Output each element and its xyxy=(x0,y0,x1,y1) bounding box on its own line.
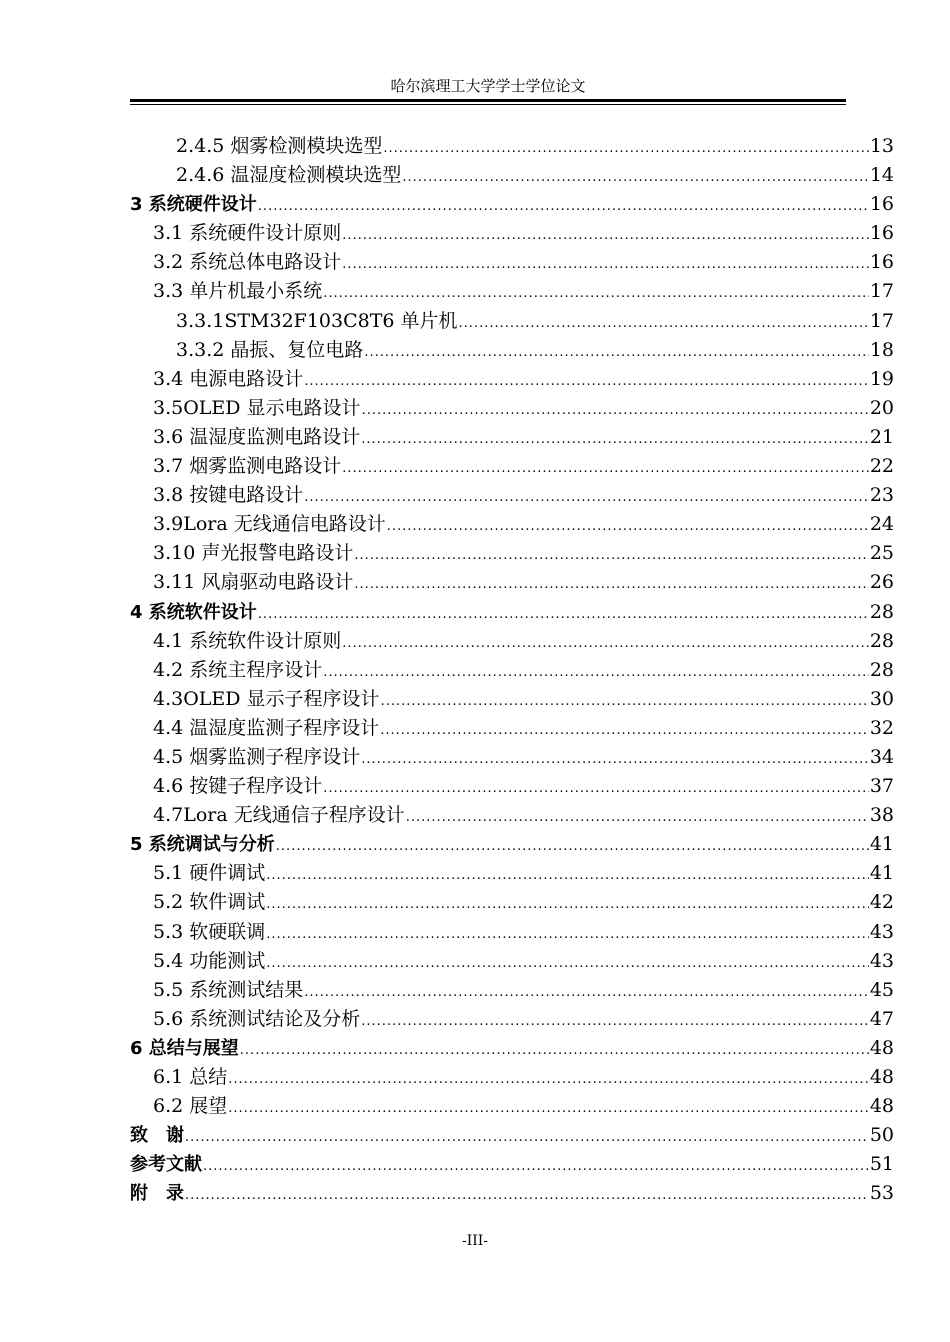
toc-entry-label: 4.5 烟雾监测子程序设计 xyxy=(153,745,361,768)
toc-entry-label: 致 谢 xyxy=(130,1125,184,1147)
toc-dot-leader xyxy=(266,890,869,917)
toc-entry-page: 28 xyxy=(869,600,894,623)
toc-entry[interactable] xyxy=(130,1150,894,1179)
toc-entry-page: 41 xyxy=(869,862,894,885)
toc-entry-page: 18 xyxy=(869,338,894,361)
toc-entry-page: 53 xyxy=(869,1182,894,1205)
toc-dot-leader xyxy=(342,454,869,481)
toc-dot-leader xyxy=(354,570,868,597)
toc-dot-leader xyxy=(361,425,869,452)
toc-entry-page: 32 xyxy=(869,716,894,739)
toc-dot-leader xyxy=(362,396,869,423)
toc-dot-leader xyxy=(258,600,869,627)
toc-dot-leader xyxy=(354,541,868,568)
toc-entry[interactable] xyxy=(130,365,894,394)
toc-entry-label: 3.10 声光报警电路设计 xyxy=(153,542,354,565)
toc-dot-leader xyxy=(185,1123,869,1150)
toc-entry-page: 26 xyxy=(869,571,894,594)
toc-entry[interactable] xyxy=(130,918,894,947)
toc-entry-page: 34 xyxy=(869,745,894,768)
toc-dot-leader xyxy=(383,134,868,161)
toc-entry-label: 5.1 硬件调试 xyxy=(153,862,266,885)
toc-entry-page: 30 xyxy=(869,687,894,710)
toc-dot-leader xyxy=(258,192,869,219)
toc-entry[interactable] xyxy=(130,248,894,277)
toc-entry-page: 16 xyxy=(869,222,894,245)
toc-entry[interactable] xyxy=(130,219,894,248)
toc-entry[interactable] xyxy=(130,1179,894,1208)
toc-entry-page: 43 xyxy=(869,949,894,972)
toc-entry-page: 20 xyxy=(869,396,894,419)
toc-entry[interactable] xyxy=(130,830,894,859)
toc-dot-leader xyxy=(304,978,869,1005)
toc-entry[interactable] xyxy=(130,132,894,161)
toc-entry-label: 4.4 温湿度监测子程序设计 xyxy=(153,716,380,739)
toc-entry-page: 43 xyxy=(869,920,894,943)
toc-entry-page: 16 xyxy=(869,193,894,216)
header-rule-thin xyxy=(130,104,846,105)
toc-entry-label: 5.6 系统测试结论及分析 xyxy=(153,1007,361,1030)
toc-dot-leader xyxy=(459,309,869,336)
toc-entry-label: 6.2 展望 xyxy=(153,1095,228,1118)
page-number: -III- xyxy=(461,1233,489,1249)
toc-entry-page: 22 xyxy=(869,455,894,478)
toc-dot-leader xyxy=(380,716,869,743)
toc-entry-label: 3.2 系统总体电路设计 xyxy=(153,251,342,274)
toc-dot-leader xyxy=(323,279,869,306)
toc-dot-leader xyxy=(266,920,869,947)
toc-dot-leader xyxy=(406,803,869,830)
toc-entry[interactable] xyxy=(130,888,894,917)
toc-entry-label: 参考文献 xyxy=(130,1154,202,1176)
toc-entry-page: 24 xyxy=(869,513,894,536)
toc-entry-page: 28 xyxy=(869,658,894,681)
toc-entry-label: 4.3OLED 显示子程序设计 xyxy=(153,687,380,710)
toc-entry-label: 4.6 按键子程序设计 xyxy=(153,775,323,798)
toc-entry-label: 3.8 按键电路设计 xyxy=(153,484,304,507)
toc-entry-page: 23 xyxy=(869,484,894,507)
toc-entry-label: 6.1 总结 xyxy=(153,1066,228,1088)
toc-entry[interactable] xyxy=(130,685,894,714)
toc-entry-label: 3.1 系统硬件设计原则 xyxy=(153,222,342,245)
toc-entry-label: 3.3 单片机最小系统 xyxy=(153,280,323,303)
toc-dot-leader xyxy=(323,774,869,801)
toc-entry-page: 17 xyxy=(869,309,894,332)
toc-dot-leader xyxy=(228,1094,869,1121)
toc-dot-leader xyxy=(203,1152,869,1179)
toc-entry[interactable] xyxy=(130,277,894,306)
toc-entry-page: 45 xyxy=(869,978,894,1001)
toc-dot-leader xyxy=(304,483,869,510)
toc-entry-label: 附 录 xyxy=(130,1183,184,1205)
toc-entry-page: 28 xyxy=(869,629,894,652)
toc-entry[interactable] xyxy=(130,423,894,452)
toc-entry[interactable] xyxy=(130,627,894,656)
toc-entry[interactable] xyxy=(130,1063,894,1092)
toc-entry-page: 19 xyxy=(869,367,894,390)
toc-entry[interactable] xyxy=(130,336,894,365)
toc-entry[interactable] xyxy=(130,743,894,772)
toc-dot-leader xyxy=(228,1065,869,1092)
toc-dot-leader xyxy=(361,1007,869,1034)
toc-entry-page: 13 xyxy=(869,135,894,157)
toc-entry-label: 3.4 电源电路设计 xyxy=(153,367,304,390)
toc-entry-page: 37 xyxy=(869,775,894,798)
toc-entry[interactable] xyxy=(130,1092,894,1121)
toc-dot-leader xyxy=(342,250,869,277)
toc-entry-page: 51 xyxy=(869,1153,894,1176)
toc-dot-leader xyxy=(304,367,869,394)
toc-dot-leader xyxy=(266,861,869,888)
toc-entry-page: 41 xyxy=(869,833,894,856)
toc-dot-leader xyxy=(361,745,869,772)
toc-entry-label: 3.3.2 晶振、复位电路 xyxy=(176,338,364,361)
toc-entry[interactable] xyxy=(130,190,894,219)
toc-entry[interactable] xyxy=(130,1034,894,1063)
toc-entry-label: 3.11 风扇驱动电路设计 xyxy=(153,571,354,594)
table-of-contents xyxy=(130,132,894,1208)
toc-entry[interactable] xyxy=(130,452,894,481)
running-header: 哈尔滨理工大学学士学位论文 xyxy=(390,77,586,95)
toc-entry-page: 17 xyxy=(869,280,894,303)
toc-entry[interactable] xyxy=(130,714,894,743)
header-rule-thick xyxy=(130,99,846,102)
toc-entry-label: 4 系统软件设计 xyxy=(130,601,257,623)
toc-entry[interactable] xyxy=(130,859,894,888)
toc-entry-label: 2.4.6 温湿度检测模块选型 xyxy=(176,164,402,187)
toc-entry-page: 48 xyxy=(869,1095,894,1118)
toc-entry-page: 50 xyxy=(869,1124,894,1147)
toc-entry-label: 3.9Lora 无线通信电路设计 xyxy=(153,513,386,536)
toc-dot-leader xyxy=(381,687,869,714)
toc-entry-label: 5.3 软硬联调 xyxy=(153,920,266,943)
toc-entry[interactable] xyxy=(130,1121,894,1150)
toc-entry-page: 38 xyxy=(869,804,894,827)
toc-entry-label: 5.2 软件调试 xyxy=(153,891,266,914)
toc-entry-page: 48 xyxy=(869,1036,894,1059)
toc-entry[interactable] xyxy=(130,947,894,976)
toc-entry[interactable] xyxy=(130,772,894,801)
toc-entry[interactable] xyxy=(130,976,894,1005)
toc-entry-label: 3 系统硬件设计 xyxy=(130,194,257,216)
toc-entry-label: 3.7 烟雾监测电路设计 xyxy=(153,455,342,478)
toc-entry-label: 4.1 系统软件设计原则 xyxy=(153,629,342,652)
toc-entry[interactable] xyxy=(130,656,894,685)
toc-dot-leader xyxy=(342,629,869,656)
toc-dot-leader xyxy=(185,1181,869,1208)
toc-entry[interactable] xyxy=(130,307,894,336)
toc-dot-leader xyxy=(323,658,869,685)
toc-entry[interactable] xyxy=(130,481,894,510)
toc-entry-page: 14 xyxy=(869,164,894,187)
toc-dot-leader xyxy=(276,832,869,859)
toc-entry[interactable] xyxy=(130,1005,894,1034)
toc-entry[interactable] xyxy=(130,510,894,539)
toc-entry[interactable] xyxy=(130,598,894,627)
toc-dot-leader xyxy=(387,512,869,539)
toc-entry[interactable] xyxy=(130,394,894,423)
toc-dot-leader xyxy=(402,163,868,190)
toc-entry[interactable] xyxy=(130,801,894,830)
toc-entry-label: 2.4.5 烟雾检测模块选型 xyxy=(176,135,383,157)
toc-entry-page: 25 xyxy=(869,542,894,565)
toc-entry-page: 21 xyxy=(869,425,894,448)
toc-entry-label: 3.3.1STM32F103C8T6 单片机 xyxy=(176,309,458,332)
toc-dot-leader xyxy=(240,1036,869,1063)
toc-entry-page: 48 xyxy=(869,1066,894,1088)
toc-entry-page: 16 xyxy=(869,251,894,274)
toc-entry[interactable] xyxy=(130,161,894,190)
toc-entry-label: 3.5OLED 显示电路设计 xyxy=(153,396,361,419)
toc-entry-label: 4.7Lora 无线通信子程序设计 xyxy=(153,804,405,827)
toc-entry[interactable] xyxy=(130,539,894,568)
toc-entry-label: 5.5 系统测试结果 xyxy=(153,978,304,1001)
toc-entry-label: 3.6 温湿度监测电路设计 xyxy=(153,425,361,448)
toc-entry[interactable] xyxy=(130,568,894,597)
toc-entry-page: 42 xyxy=(869,891,894,914)
toc-entry-page: 47 xyxy=(869,1007,894,1030)
toc-dot-leader xyxy=(266,949,869,976)
toc-entry-label: 6 总结与展望 xyxy=(130,1037,239,1059)
toc-dot-leader xyxy=(342,221,869,248)
toc-entry-label: 5 系统调试与分析 xyxy=(130,834,275,856)
toc-entry-label: 5.4 功能测试 xyxy=(153,949,266,972)
toc-dot-leader xyxy=(364,338,868,365)
toc-entry-label: 4.2 系统主程序设计 xyxy=(153,658,323,681)
